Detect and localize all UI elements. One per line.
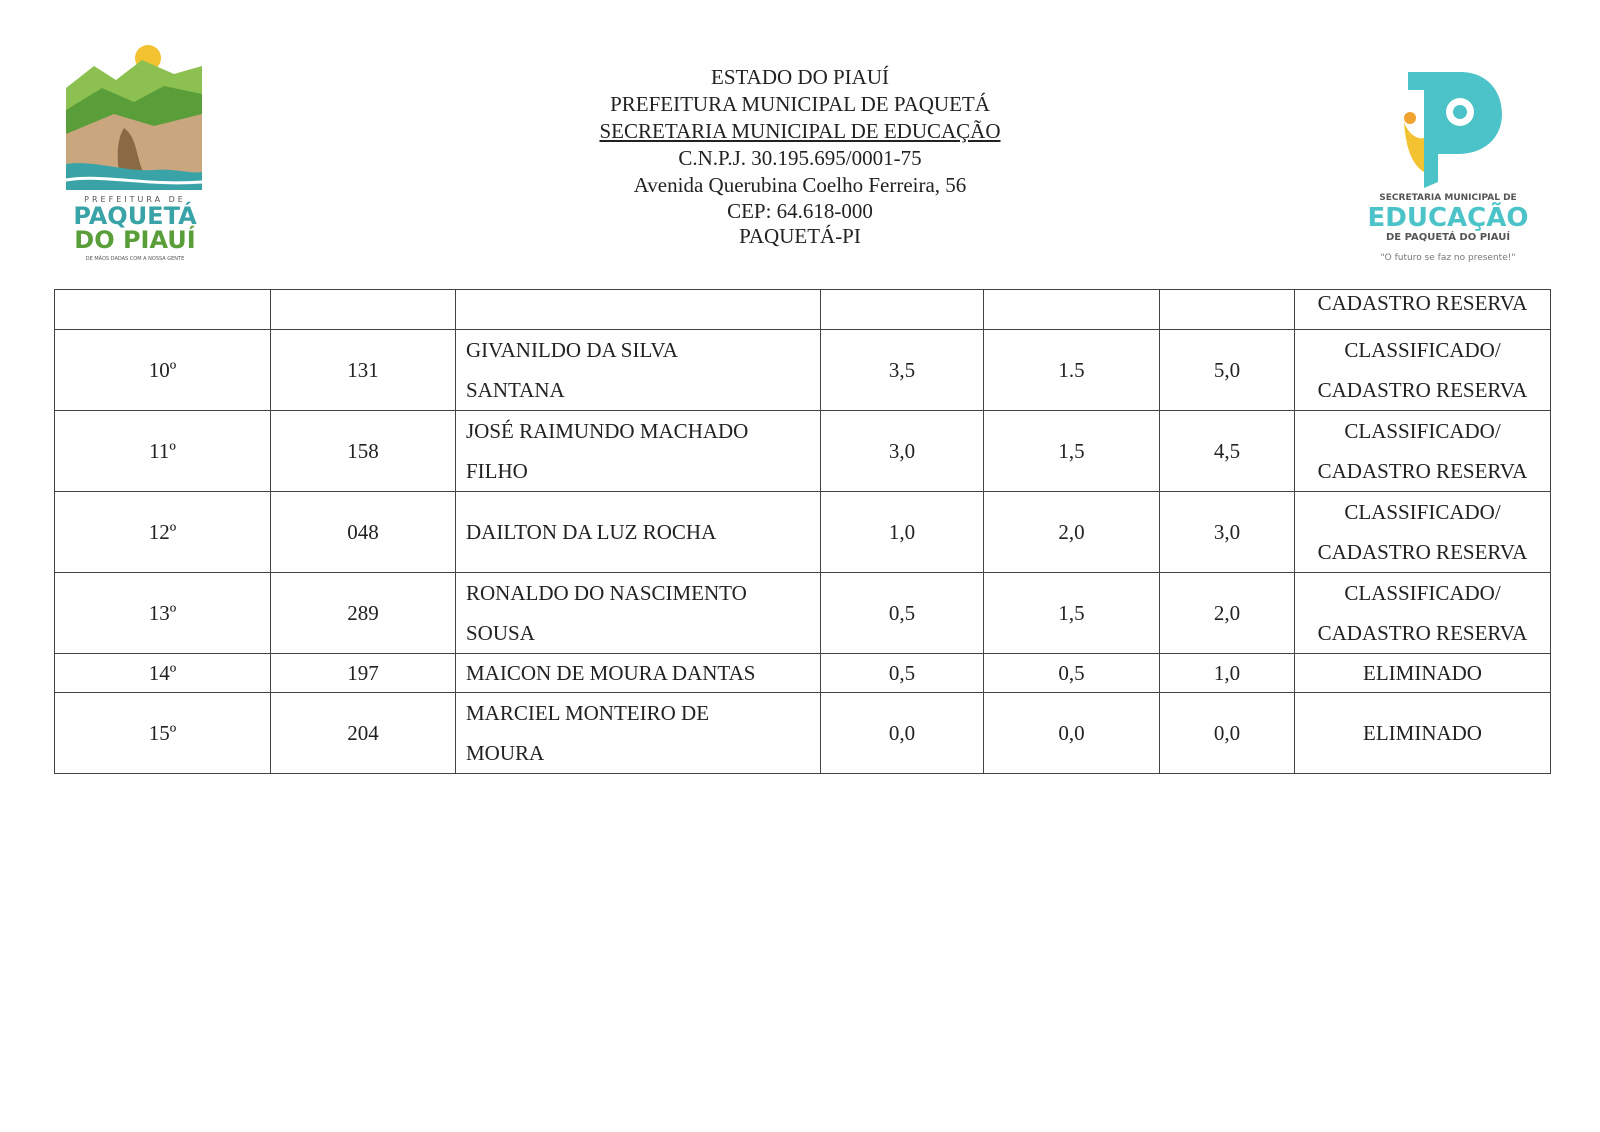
table-row [55, 411, 1551, 492]
table-row-continuation [55, 290, 1551, 330]
table-row [55, 492, 1551, 573]
table-row [55, 654, 1551, 693]
rank-cell: 10º [55, 330, 271, 411]
candidate-name-cell: JOSÉ RAIMUNDO MACHADO FILHO [456, 411, 821, 492]
registration-cell: 289 [271, 573, 456, 654]
rank-cell: 11º [55, 411, 271, 492]
total-cell: 3,0 [1160, 492, 1295, 573]
registration-cell: 197 [271, 654, 456, 693]
secretaria-sub: DE PAQUETÁ DO PIAUÍ [1385, 232, 1511, 243]
secretaria-educacao-logo [1368, 62, 1528, 272]
total-cell: 2,0 [1160, 573, 1295, 654]
table-row [55, 693, 1551, 774]
results-table [54, 289, 1551, 774]
status-cell: CLASSIFICADO/ CADASTRO RESERVA [1295, 411, 1551, 492]
secretaria-name: EDUCAÇÃO [1368, 203, 1528, 233]
candidate-name-cell: RONALDO DO NASCIMENTO SOUSA [456, 573, 821, 654]
header-cnpj: C.N.P.J. 30.195.695/0001-75 [678, 146, 922, 170]
rank-cell: 14º [55, 654, 271, 693]
score-2-cell: 0,0 [984, 693, 1160, 774]
total-cell: 5,0 [1160, 330, 1295, 411]
total-cell: 1,0 [1160, 654, 1295, 693]
status-cell: ELIMINADO [1295, 654, 1551, 693]
status-cell: CLASSIFICADO/ CADASTRO RESERVA [1295, 573, 1551, 654]
table-row [55, 573, 1551, 654]
document-header [0, 64, 1600, 249]
score-1-cell: 0,5 [821, 573, 984, 654]
score-1-cell: 0,0 [821, 693, 984, 774]
status-cell: CLASSIFICADO/ CADASTRO RESERVA [1295, 492, 1551, 573]
registration-cell: 158 [271, 411, 456, 492]
score-1-cell: 0,5 [821, 654, 984, 693]
candidate-name-cell: DAILTON DA LUZ ROCHA [456, 492, 821, 573]
rank-cell: 15º [55, 693, 271, 774]
header-address: Avenida Querubina Coelho Ferreira, 56 [633, 173, 967, 197]
score-1-cell: 3,0 [821, 411, 984, 492]
rank-cell: 13º [55, 573, 271, 654]
secretaria-slogan: "O futuro se faz no presente!" [1380, 253, 1516, 263]
score-2-cell: 1.5 [984, 330, 1160, 411]
candidate-name-cell: GIVANILDO DA SILVA SANTANA [456, 330, 821, 411]
registration-cell: 131 [271, 330, 456, 411]
candidate-name-cell: MARCIEL MONTEIRO DE MOURA [456, 693, 821, 774]
score-2-cell: 2,0 [984, 492, 1160, 573]
status-cell: CADASTRO RESERVA [1295, 290, 1551, 330]
score-2-cell: 1,5 [984, 573, 1160, 654]
total-cell: 4,5 [1160, 411, 1295, 492]
header-city: PAQUETÁ-PI [739, 224, 861, 248]
total-cell: 0,0 [1160, 693, 1295, 774]
registration-cell: 204 [271, 693, 456, 774]
table-row [55, 330, 1551, 411]
score-2-cell: 1,5 [984, 411, 1160, 492]
rank-cell: 12º [55, 492, 271, 573]
secretaria-top-text: SECRETARIA MUNICIPAL DE [1379, 193, 1517, 203]
header-secretariat: SECRETARIA MUNICIPAL DE EDUCAÇÃO [599, 119, 1001, 143]
prefeitura-tagline: DE MÃOS DADAS COM A NOSSA GENTE [85, 256, 185, 262]
header-prefecture: PREFEITURA MUNICIPAL DE PAQUETÁ [610, 92, 990, 116]
score-2-cell: 0,5 [984, 654, 1160, 693]
status-cell: CLASSIFICADO/ CADASTRO RESERVA [1295, 330, 1551, 411]
status-cell: ELIMINADO [1295, 693, 1551, 774]
score-1-cell: 1,0 [821, 492, 984, 573]
prefeitura-name-line1: PAQUETÁ [73, 202, 197, 230]
header-cep: CEP: 64.618-000 [727, 199, 873, 223]
header-state: ESTADO DO PIAUÍ [711, 65, 889, 89]
prefeitura-top-text: PREFEITURA DE [84, 195, 186, 204]
score-1-cell: 3,5 [821, 330, 984, 411]
registration-cell: 048 [271, 492, 456, 573]
candidate-name-cell: MAICON DE MOURA DANTAS [456, 654, 821, 693]
prefeitura-name-line2: DO PIAUÍ [74, 226, 196, 254]
